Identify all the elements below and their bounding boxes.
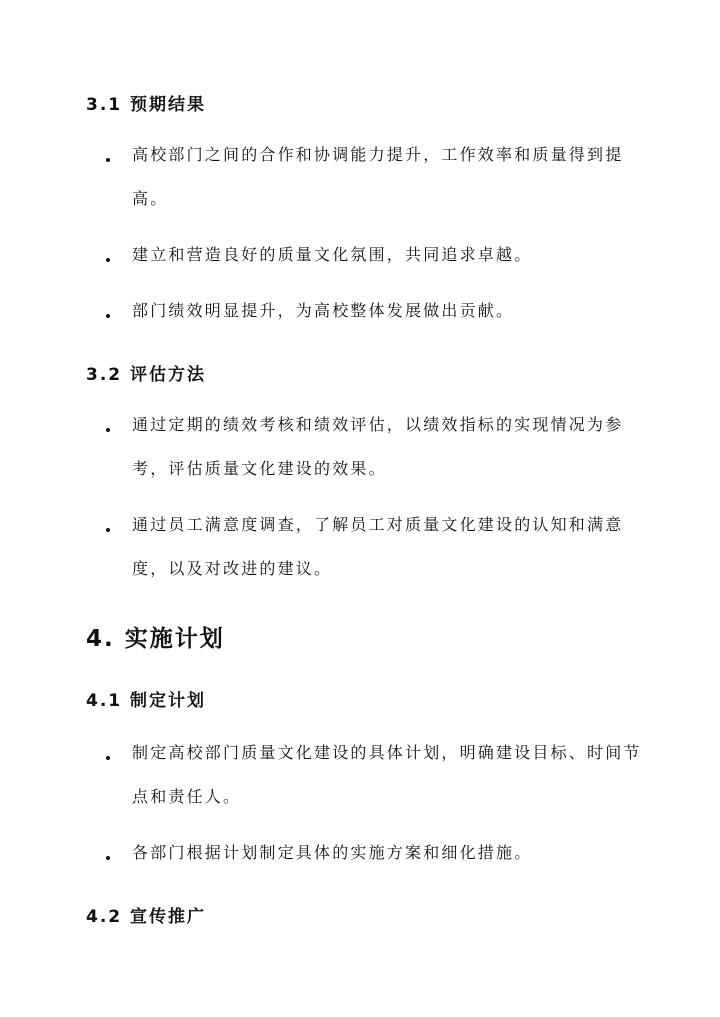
bullet-icon bbox=[106, 428, 110, 432]
list-item-text: 通过员工满意度调查，了解员工对质量文化建设的认知和满意度，以及对改进的建议。 bbox=[132, 515, 624, 578]
bullet-icon bbox=[106, 756, 110, 760]
bullet-icon bbox=[106, 258, 110, 262]
list-item-text: 高校部门之间的合作和协调能力提升，工作效率和质量得到提高。 bbox=[132, 145, 624, 208]
section-heading-4-2: 4.2 宣传推广 bbox=[86, 907, 207, 927]
section-heading-3-1: 3.1 预期结果 bbox=[86, 95, 207, 115]
bullet-icon bbox=[106, 856, 110, 860]
chapter-heading-4: 4. 实施计划 bbox=[86, 626, 225, 652]
bullet-icon bbox=[106, 158, 110, 162]
list-item-text: 建立和营造良好的质量文化氛围，共同追求卓越。 bbox=[132, 245, 533, 264]
bullet-icon bbox=[106, 314, 110, 318]
section-heading-3-2: 3.2 评估方法 bbox=[86, 365, 207, 385]
list-item-text: 制定高校部门质量文化建设的具体计划，明确建设目标、时间节点和责任人。 bbox=[132, 743, 642, 806]
list-item-text: 各部门根据计划制定具体的实施方案和细化措施。 bbox=[132, 843, 533, 862]
list-item-text: 通过定期的绩效考核和绩效评估，以绩效指标的实现情况为参考，评估质量文化建设的效果。 bbox=[132, 415, 624, 478]
list-item-text: 部门绩效明显提升，为高校整体发展做出贡献。 bbox=[132, 301, 515, 320]
bullet-icon bbox=[106, 528, 110, 532]
section-heading-4-1: 4.1 制定计划 bbox=[86, 691, 207, 711]
